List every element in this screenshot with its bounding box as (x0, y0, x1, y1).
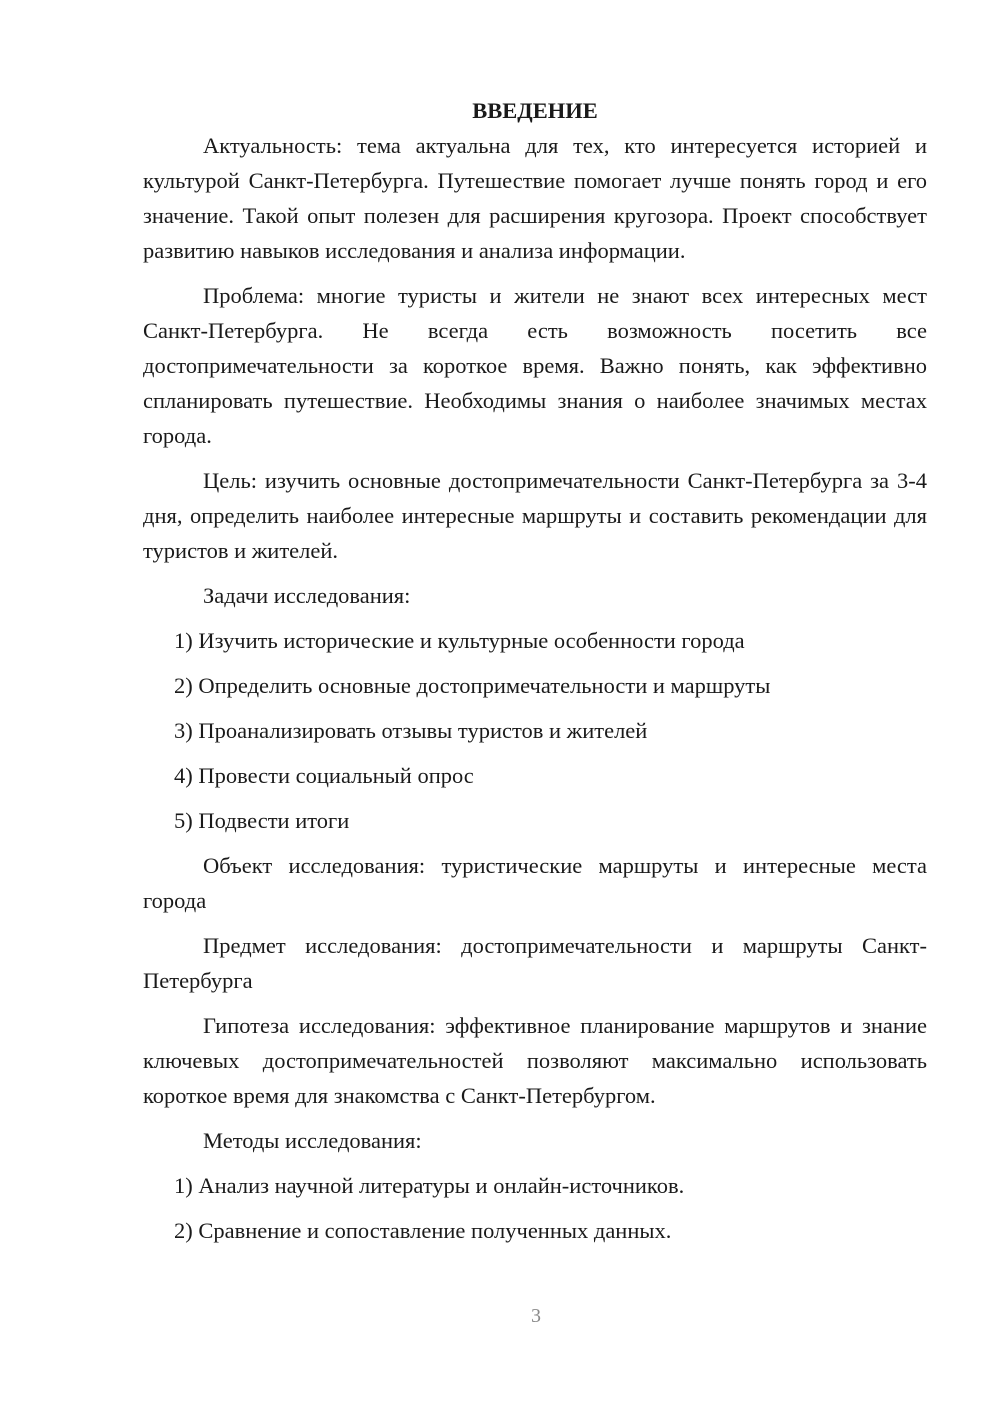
page-number: 3 (531, 1305, 541, 1327)
hypothesis-paragraph: Гипотеза исследования: эффективное планирование маршрутов и знание ключевых достопримечательностей позволяют максимально использовать короткое время для знакомства с Санкт-Петербургом. (143, 1013, 927, 1108)
page-title: ВВЕДЕНИЕ (472, 98, 598, 123)
task-item-1: 1) Изучить исторические и культурные особенности города (174, 628, 745, 653)
method-item-2: 2) Сравнение и сопоставление полученных данных. (174, 1218, 672, 1243)
task-item-2: 2) Определить основные достопримечательности и маршруты (174, 673, 771, 698)
page-content (143, 93, 927, 1248)
goal-paragraph: Цель: изучить основные достопримечательности Санкт-Петербурга за 3-4 дня, определить наиболее интересные маршруты и составить рекомендации для туристов и жителей. (143, 468, 927, 563)
relevance-paragraph: Актуальность: тема актуальна для тех, кто интересуется историей и культурой Санкт-Петербурга. Путешествие помогает лучше понять город и его значение. Такой опыт полезен для расширения кругозора. Проект способствует развитию навыков исследования и анализа информации. (143, 133, 927, 263)
object-paragraph: Объект исследования: туристические маршруты и интересные места города (143, 853, 927, 913)
method-item-1: 1) Анализ научной литературы и онлайн-источников. (174, 1173, 685, 1198)
task-item-3: 3) Проанализировать отзывы туристов и жителей (174, 718, 648, 743)
problem-paragraph: Проблема: многие туристы и жители не знают всех интересных мест Санкт-Петербурга. Не всегда есть возможность посетить все достопримечательности за короткое время. Важно понять, как эффективно спланировать путешествие. Необходимы знания о наиболее значимых местах города. (143, 283, 927, 448)
task-item-4: 4) Провести социальный опрос (174, 763, 474, 788)
methods-heading: Методы исследования: (203, 1128, 422, 1153)
subject-paragraph: Предмет исследования: достопримечательности и маршруты Санкт-Петербурга (143, 933, 927, 993)
task-item-5: 5) Подвести итоги (174, 808, 350, 833)
tasks-heading: Задачи исследования: (203, 583, 411, 608)
